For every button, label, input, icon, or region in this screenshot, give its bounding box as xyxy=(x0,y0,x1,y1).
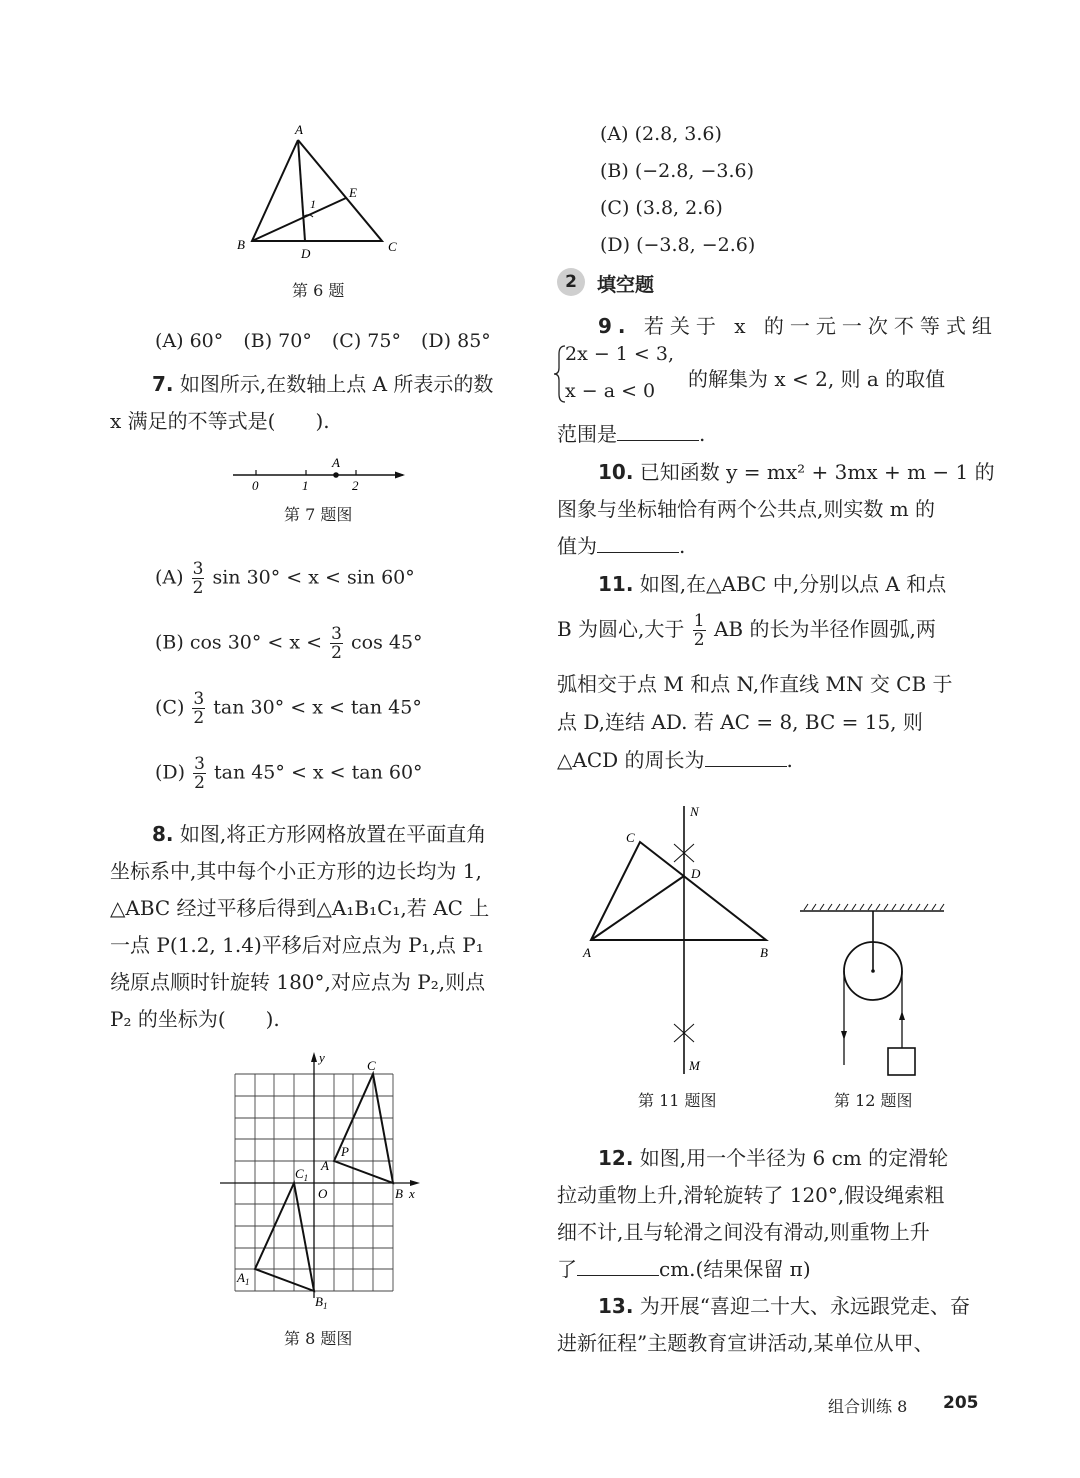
svg-text:0: 0 xyxy=(252,478,259,493)
svg-text:A1: $A_1$ xyxy=(237,1270,250,1287)
section-number-badge: 2 xyxy=(557,268,585,296)
svg-text:C1: $C_1$ xyxy=(295,1166,309,1183)
svg-text:B: B xyxy=(760,945,768,960)
q10-line-1: 10. 已知函数 y = mx² + 3mx + m − 1 的 xyxy=(598,460,995,484)
q11-answer-blank[interactable] xyxy=(705,748,787,767)
triangle-abc-figure xyxy=(225,120,415,265)
svg-text:2: 2 xyxy=(352,478,359,493)
svg-text:A: A xyxy=(332,455,340,470)
q6-option-c[interactable]: (C) 75° xyxy=(331,330,401,352)
q10-answer-blank[interactable] xyxy=(597,534,679,553)
q9-line-3: 范围是 . xyxy=(557,422,706,446)
q7-option-c[interactable]: (C) $\frac{3}{2}$ tan 30° < x < tan 45° xyxy=(155,689,422,728)
q8-line-5: 绕原点顺时针旋转 180°,对应点为 P₂,则点 xyxy=(110,970,486,994)
q12-answer-blank[interactable] xyxy=(577,1257,659,1276)
footer-section-label: 组合训练 8 xyxy=(828,1397,908,1416)
q6-options xyxy=(155,330,491,352)
q9-number: 9. xyxy=(598,314,632,338)
q7-number-line-figure xyxy=(225,455,415,499)
q10-line-3: 值为 . xyxy=(557,534,686,558)
q8-option-d[interactable]: (D) (−3.8, −2.6) xyxy=(600,234,756,256)
q12-line-1: 12. 如图,用一个半径为 6 cm 的定滑轮 xyxy=(598,1146,949,1170)
q11-line-3: 弧相交于点 M 和点 N,作直线 MN 交 CB 于 xyxy=(557,672,953,696)
q8-option-b[interactable]: (B) (−2.8, −3.6) xyxy=(600,160,755,182)
svg-text:A: A xyxy=(295,122,303,137)
q12-line-3: 细不计,且与轮滑之间没有滑动,则重物上升 xyxy=(557,1220,930,1244)
svg-text:y: y xyxy=(319,1050,325,1065)
svg-text:N: N xyxy=(690,804,699,819)
q8-option-a[interactable]: (A) (2.8, 3.6) xyxy=(600,123,722,145)
q10-line-2: 图象与坐标轴恰有两个公共点,则实数 m 的 xyxy=(557,497,936,521)
q11-caption: 第 11 题图 xyxy=(638,1091,717,1110)
svg-text:D: D xyxy=(691,866,701,881)
svg-text:E: E xyxy=(349,185,357,200)
q8-number: 8. xyxy=(152,822,174,846)
q11-line-2: B 为圆心,大于 $\frac{1}{2}$ AB 的长为半径作圆弧,两 xyxy=(557,611,936,650)
q8-line-6: P₂ 的坐标为( ). xyxy=(110,1007,280,1031)
q8-option-c[interactable]: (C) (3.8, 2.6) xyxy=(600,197,723,219)
svg-text:A: A xyxy=(321,1158,329,1173)
q6-caption: 第 6 题 xyxy=(292,281,345,300)
q13-line-1: 13. 为开展“喜迎二十大、永远跟党走、奋 xyxy=(598,1294,971,1318)
q13-number: 13. xyxy=(598,1294,634,1318)
q6-option-a[interactable]: (A) 60° xyxy=(155,330,224,352)
q7-caption: 第 7 题图 xyxy=(284,505,353,524)
q7-option-b[interactable]: (B) cos 30° < x < $\frac{3}{2}$ cos 45° xyxy=(155,624,423,663)
svg-text:D: D xyxy=(301,246,311,261)
q8-line-4: 一点 P(1.2, 1.4)平移后对应点为 P₁,点 P₁ xyxy=(110,933,484,957)
q9-answer-blank[interactable] xyxy=(617,422,699,441)
q8-line-3: △ABC 经过平移后得到△A₁B₁C₁,若 AC 上 xyxy=(110,896,490,920)
section-title: 填空题 xyxy=(597,274,655,296)
q10-number: 10. xyxy=(598,460,634,484)
q8-line-1: 8. 如图,将正方形网格放置在平面直角 xyxy=(152,822,487,846)
q11-line-4: 点 D,连结 AD. 若 AC = 8, BC = 15, 则 xyxy=(557,710,923,734)
svg-text:1: 1 xyxy=(302,478,309,493)
q13-line-2: 进新征程”主题教育宣讲活动,某单位从甲、 xyxy=(557,1331,934,1355)
q8-caption: 第 8 题图 xyxy=(284,1329,353,1348)
q12-number: 12. xyxy=(598,1146,634,1170)
q12-line-4: 了 cm.(结果保留 π) xyxy=(557,1257,811,1281)
q7-option-d[interactable]: (D) $\frac{3}{2}$ tan 45° < x < tan 60° xyxy=(155,754,423,793)
q8-grid-figure xyxy=(215,1048,425,1322)
q11-line-5: △ACD 的周长为 . xyxy=(557,748,793,772)
svg-text:M: M xyxy=(689,1058,700,1073)
q11-line-1: 11. 如图,在△ABC 中,分别以点 A 和点 xyxy=(598,572,947,596)
svg-text:x: x xyxy=(409,1186,415,1201)
page-number: 205 xyxy=(943,1393,979,1413)
svg-text:P: P xyxy=(341,1144,349,1159)
q12-pulley-figure xyxy=(798,895,948,1084)
q7-option-a[interactable]: (A) $\frac{3}{2}$ sin 30° < x < sin 60° xyxy=(155,559,415,598)
svg-text:1: 1 xyxy=(310,197,316,211)
q8-line-2: 坐标系中,其中每个小正方形的边长均为 1, xyxy=(110,859,482,883)
q11-figure xyxy=(578,800,778,1084)
q12-line-2: 拉动重物上升,滑轮旋转了 120°,假设绳索粗 xyxy=(557,1183,945,1207)
q6-figure xyxy=(225,120,415,269)
q12-caption: 第 12 题图 xyxy=(834,1091,913,1110)
svg-text:C: C xyxy=(626,830,635,845)
q7-line-2: x 满足的不等式是( ). xyxy=(110,409,330,433)
q9-after-system: 的解集为 x < 2, 则 a 的取值 xyxy=(688,367,946,391)
svg-text:B: B xyxy=(395,1186,403,1201)
q6-option-b[interactable]: (B) 70° xyxy=(243,330,312,352)
svg-text:C: C xyxy=(388,239,397,254)
svg-text:O: O xyxy=(318,1186,328,1201)
q11-number: 11. xyxy=(598,572,634,596)
svg-text:C: C xyxy=(367,1058,376,1073)
q9-line-1: 9. 若关于 x 的一元一次不等式组 xyxy=(598,314,998,338)
q9-system-eq-2: x − a < 0 xyxy=(565,380,656,402)
q7-number: 7. xyxy=(152,372,174,396)
svg-text:A: A xyxy=(583,945,591,960)
svg-text:B: B xyxy=(237,237,245,252)
q6-option-d[interactable]: (D) 85° xyxy=(421,330,491,352)
q7-line-1: 7. 如图所示,在数轴上点 A 所表示的数 xyxy=(152,372,494,396)
q9-system-eq-1: 2x − 1 < 3, xyxy=(565,343,675,365)
svg-text:B1: $B_1$ xyxy=(315,1294,328,1311)
